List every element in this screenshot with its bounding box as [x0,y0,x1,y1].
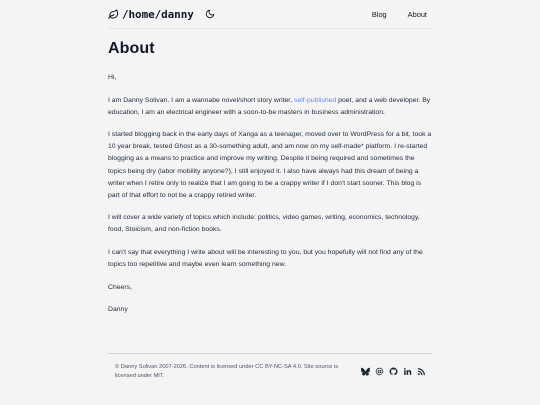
moon-icon[interactable] [205,9,215,19]
nav-about-link[interactable]: About [407,10,427,19]
rss-icon[interactable] [417,367,426,376]
topics-paragraph: I will cover a wide variety of topics which include: politics, video games, writing, economics, technology, food, Stoicism, and non-fiction books. [108,214,420,234]
disclaimer-paragraph: I can't say that everything I write about will be interesting to you, but you hopefully will not find any of the topics too repetitive and maybe even learn something new. [108,249,423,269]
mastodon-icon[interactable] [375,367,384,376]
header-divider [108,28,432,29]
page-title: About [108,40,155,57]
intro-text-end: poet, and a web developer. By education, I am an electrical engineer with a soon-to-be masters in business administration. [108,96,431,116]
page-container [108,0,432,379]
blogging-paragraph: I started blogging back in the early days of Xanga as a teenager, moved over to WordPress for a bit, took a 10 year break, tested Ghost as a 30-something adult, and am now on my self-made* platform. I re-started blogging as a means to practice and improve my writing. Despite it being required and sometimes the topics being dry (labor mobility anyone?), I still enjoyed it. I also have always had this dream of being a writer when I retire only to realize that I am going to be a crappy writer if I don't start sooner. This blog is part of that effort to not be a crappy retired writer. [108,131,432,199]
site-header [108,0,432,29]
intro-text-start: I am Danny Solivan. I am a wannabe novel/short story writer, [108,96,295,104]
linkedin-icon[interactable] [403,367,412,376]
site-footer [108,353,432,379]
leaf-icon [108,9,119,20]
signoff-paragraph: Cheers, [108,283,132,291]
main-nav [372,10,427,19]
site-title[interactable]: /home/danny [122,7,194,21]
bluesky-icon[interactable] [361,367,370,376]
nav-blog-link[interactable]: Blog [371,10,387,19]
signature: Danny [108,306,128,314]
intro-paragraph [108,95,432,119]
self-published-link[interactable]: self-published [294,96,337,104]
greeting-paragraph: Hi, [108,74,117,81]
brand[interactable] [108,6,215,22]
social-links [361,367,426,376]
about-content [108,72,432,327]
copyright-text: © Danny Solivan 2007-2026. Content is licensed under CC BY-NC-SA 4.0. Site source is licensed under MIT. [115,364,339,379]
github-icon[interactable] [389,367,398,376]
footer-divider [108,353,432,354]
